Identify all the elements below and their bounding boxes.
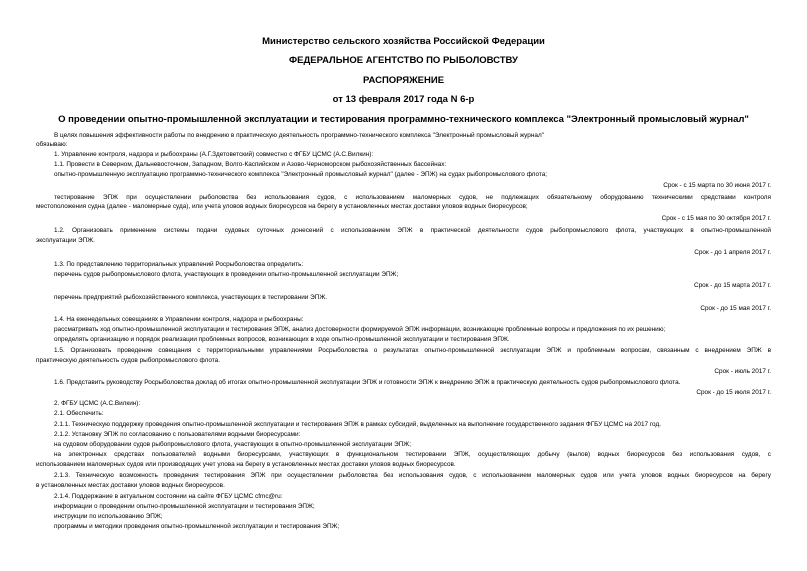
paragraph-line: эксплуатации ЭПЖ. [36,237,95,244]
deadline: Срок - до 1 апреля 2017 г. [694,249,771,256]
paragraph-line: 2.1.2. Установку ЭПЖ по согласованию с пользователями водными биоресурсами: [54,431,301,438]
paragraph-line: 1.5. Организовать проведение совещания с территориальными управлениями Росрыболовства о результатах опытно-промышленной эксплуатации ЭПЖ и проблемным вопросам, связанным с внедрением ЭПЖ в [54,347,771,354]
paragraph-line: определять организацию и порядок реализации проблемных вопросов, возникающих в ходе опытно-промышленной эксплуатации и тестирования ЭПЖ. [54,336,510,343]
paragraph-line: 2.1.1. Техническую поддержку проведения опытно-промышленной эксплуатации и тестирования ЭПЖ в рамках субсидий, выделенных на выполнение государственного задания ФГБУ ЦСМС на 2017 год. [54,421,661,428]
paragraph-line: местоположения судна (далее - маломерные суда), или учета уловов водных биоресурсов на берегу в установленных местах доставки уловов водных биоресурсов; [36,203,528,210]
paragraph-line: рассматривать ход опытно-промышленной эксплуатации и тестирования ЭПЖ, анализ достоверности формируемой ЭПЖ информации, возникающие проблемные вопросы и предложения по их решению; [54,326,666,333]
paragraph-line: 1. Управление контроля, надзора и рыбоохраны (А.Г.Здетоветский) совместно с ФГБУ ЦСМС (А.С.Вилкин): [54,151,374,158]
paragraph-line: перечень судов рыбопромыслового флота, участвующих в проведении опытно-промышленной эксплуатации ЭПЖ; [54,271,399,278]
document-date-number: от 13 февраля 2017 года N 6-р [332,94,475,105]
paragraph-line: на электронных средствах пользователей водными биоресурсами, участвующих в функциональном тестировании ЭПЖ, осуществляющих добычу (вылов) водных биоресурсов без использования судов, с [54,451,771,458]
paragraph-line: 1.1. Провести в Северном, Дальневосточном, Западном, Волго-Каспийском и Азово-Черноморском рыбохозяйственных бассейнах: [54,161,447,168]
deadline: Срок - до 15 марта 2017 г. [693,282,771,289]
deadline: Срок - до 15 мая 2017 г. [700,305,771,312]
paragraph-line: 2. ФГБУ ЦСМС (А.С.Вилкин): [54,400,141,407]
paragraph-line: программы и методики проведения опытно-промышленной эксплуатации и тестирования ЭПЖ; [54,523,340,530]
document-title: О проведении опытно-промышленной эксплуатации и тестирования программно-технического комплекса "Электронный промысловый журнал" [58,114,749,125]
paragraph-line: инструкции по использованию ЭПЖ; [54,513,163,520]
paragraph-line: 2.1.4. Поддержание в актуальном состоянии на сайте ФГБУ ЦСМС cfmc@ru: [54,493,283,500]
paragraph-line: В целях повышения эффективности работы по внедрению в практическую деятельность программно-технического комплекса "Электронный промысловый журнал" [54,132,544,139]
paragraph-line: перечень предприятий рыбохозяйственного комплекса, участвующих в тестировании ЭПЖ. [54,294,327,301]
paragraph-line: обязываю: [36,141,68,148]
paragraph-line: в установленных местах доставки уловов водных биоресурсов. [36,482,225,489]
paragraph-line: 1.3. По представлению территориальных управлений Росрыболовства определить: [54,261,304,268]
paragraph-line: информации о проведении опытно-промышленной эксплуатации и тестирования ЭПЖ; [54,503,315,510]
document-type: РАСПОРЯЖЕНИЕ [362,75,445,86]
paragraph-line: 1.2. Организовать применение системы подачи судовых суточных донесений с использованием ЭПЖ в практической деятельности судов рыбопромыслового флота, участвующих в опытно-промышленной [54,227,771,234]
paragraph-line: опытно-промышленную эксплуатацию программно-технического комплекса "Электронный промысловый журнал" (далее - ЭПЖ) на судах рыбопромыслового флота; [54,171,548,178]
deadline: Срок - до 15 июля 2017 г. [696,389,771,396]
deadline: Срок - июль 2017 г. [714,368,771,375]
ministry-name: Министерство сельского хозяйства Российской Федерации [262,36,545,47]
paragraph-line: 2.1.3. Техническую возможность проведения тестирования ЭПЖ при осуществлении рыболовства без использования судов, с использованием маломерных судов или учета уловов водных биоресурсов на берегу [54,472,771,479]
deadline: Срок - с 15 мая по 30 октября 2017 г. [661,215,771,222]
paragraph-line: тестирование ЭПЖ при осуществлении рыболовства без использования судов, с использованием маломерных судов, не подлежащих обязательному оборудованию техническими средствами контроля [54,194,771,201]
paragraph-line: 2.1. Обеспечить: [54,410,104,417]
paragraph-line: 1.4. На еженедельных совещаниях в Управлении контроля, надзора и рыбоохраны: [54,316,304,323]
agency-name: ФЕДЕРАЛЬНОЕ АГЕНТСТВО ПО РЫБОЛОВСТВУ [289,55,518,66]
deadline: Срок - с 15 марта по 30 июня 2017 г. [663,182,771,189]
paragraph-line: практическую деятельность судов рыбопромыслового флота. [36,357,220,364]
paragraph-line: использованием маломерных судов или производящих учет улова на берегу в установленных местах доставки уловов водных биоресурсов. [36,461,456,468]
paragraph-line: 1.6. Представить руководству Росрыболовства доклад об итогах опытно-промышленной эксплуатации ЭПЖ и готовности ЭПЖ к внедрению ЭПЖ в практическую деятельность судов рыбопромыслового флота. [54,379,681,386]
paragraph-line: на судовом оборудовании судов рыбопромыслового флота, участвующих в опытно-промышленной эксплуатации ЭПЖ; [54,441,411,448]
